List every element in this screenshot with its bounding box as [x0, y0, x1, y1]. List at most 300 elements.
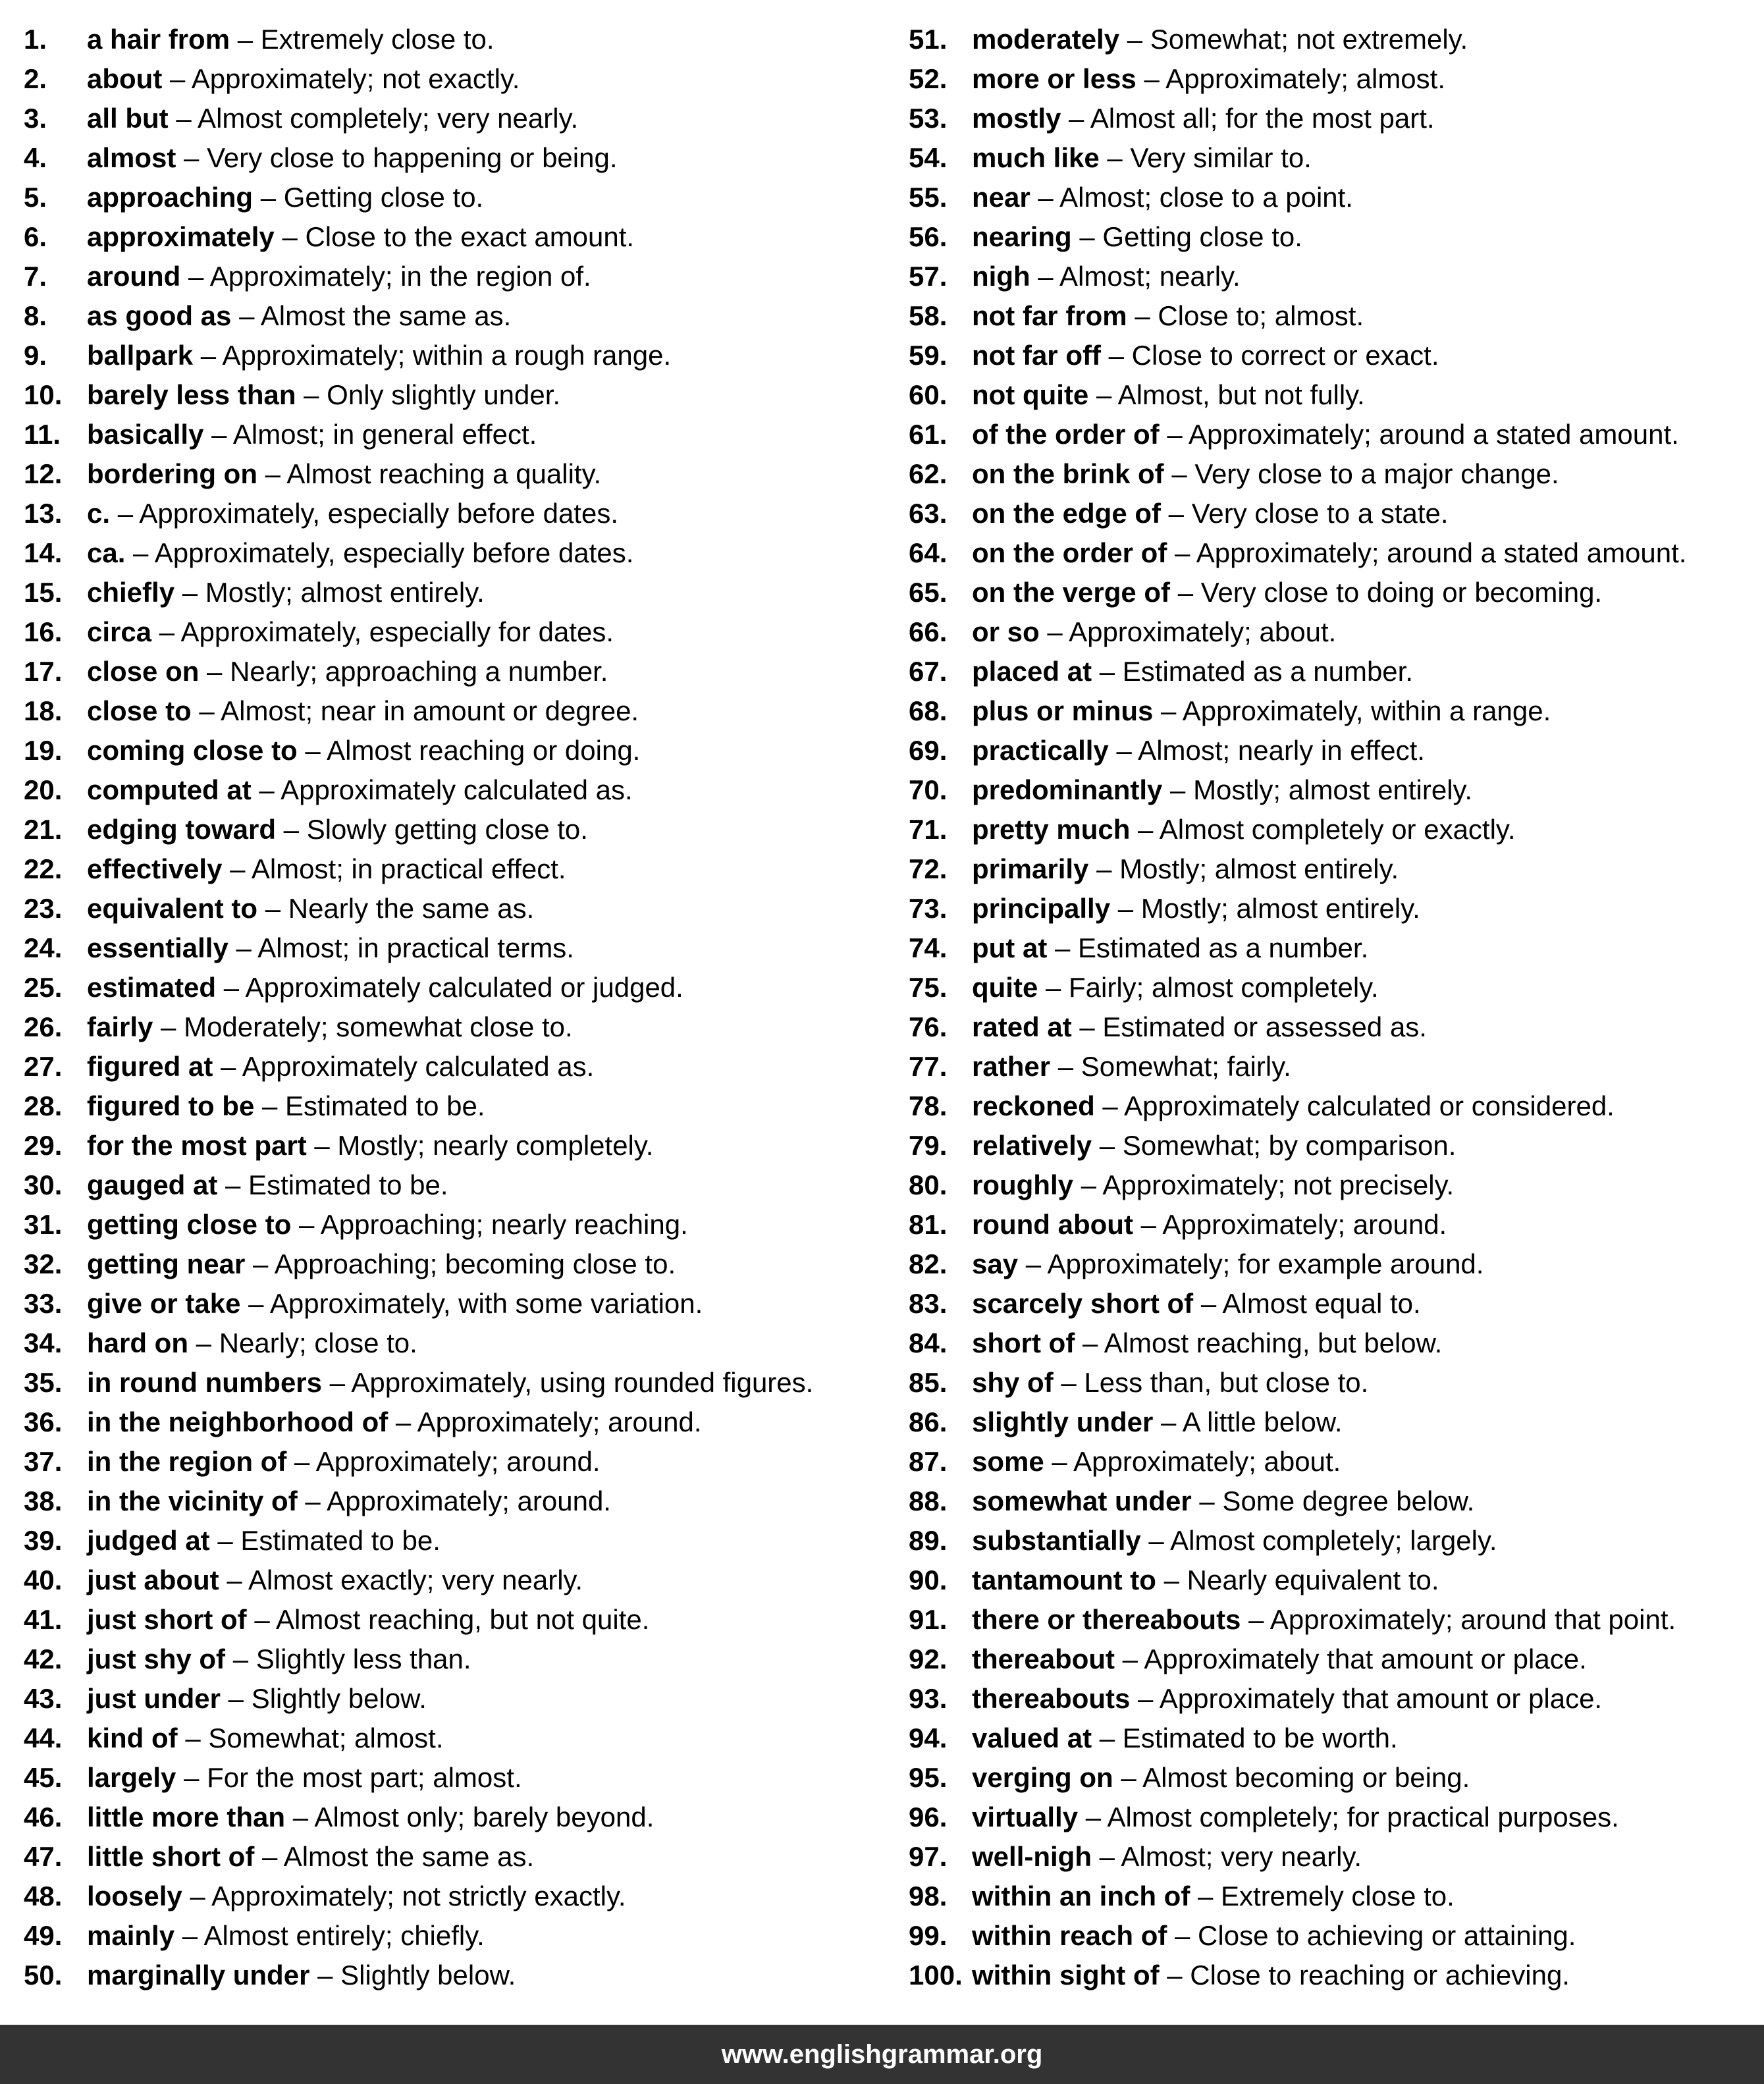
list-item: [909, 731, 1764, 770]
item-number: 56.: [909, 221, 948, 252]
item-number: 12.: [24, 458, 63, 489]
item-number: 37.: [24, 1446, 63, 1477]
item-definition: – Almost; in practical effect.: [222, 853, 566, 884]
item-term: equivalent to: [87, 893, 258, 924]
item-definition: – Slowly getting close to.: [276, 814, 588, 845]
item-definition: – Almost; very nearly.: [1092, 1841, 1362, 1872]
list-item: [24, 1758, 899, 1798]
item-definition: – Close to reaching or achieving.: [1159, 1960, 1570, 1990]
item-term: estimated: [87, 972, 217, 1003]
list-item: [24, 178, 899, 217]
list-item: [909, 1047, 1764, 1086]
item-number: 65.: [909, 577, 948, 608]
list-item: [909, 20, 1764, 59]
list-item: [24, 1244, 899, 1284]
item-number: 100.: [909, 1960, 963, 1990]
item-term: put at: [972, 932, 1048, 963]
item-term: on the order of: [972, 537, 1167, 568]
item-term: essentially: [87, 932, 228, 963]
item-term: within sight of: [972, 1960, 1160, 1990]
list-item: [24, 731, 899, 770]
item-number: 8.: [24, 300, 47, 331]
item-number: 71.: [909, 814, 948, 845]
list-item: [24, 889, 899, 928]
item-term: slightly under: [972, 1406, 1154, 1437]
item-term: a hair from: [87, 24, 230, 55]
item-number: 99.: [909, 1920, 948, 1951]
item-number: 45.: [24, 1762, 63, 1793]
item-definition: – Approximately; around.: [297, 1485, 611, 1516]
item-term: moderately: [972, 24, 1120, 55]
item-number: 23.: [24, 893, 63, 924]
item-definition: – Getting close to.: [1071, 221, 1302, 252]
list-item: [909, 454, 1764, 494]
item-definition: – Very close to doing or becoming.: [1170, 577, 1603, 608]
item-number: 81.: [909, 1209, 948, 1240]
item-term: well-nigh: [972, 1841, 1092, 1872]
item-number: 29.: [24, 1130, 63, 1161]
list-item: [24, 1798, 899, 1837]
item-definition: – Approximately, especially before dates.: [125, 537, 634, 568]
item-definition: – Almost reaching, but below.: [1075, 1327, 1443, 1358]
item-term: for the most part: [87, 1130, 307, 1161]
list-item: [24, 217, 899, 257]
item-definition: – Almost; in practical terms.: [228, 932, 574, 963]
item-term: figured at: [87, 1051, 213, 1082]
item-definition: – Mostly; almost entirely.: [1088, 853, 1399, 884]
list-item: [24, 968, 899, 1007]
item-term: somewhat under: [972, 1485, 1192, 1516]
item-definition: – Almost entirely; chiefly.: [174, 1920, 485, 1951]
list-item: [909, 1165, 1764, 1205]
item-number: 14.: [24, 537, 63, 568]
list-item: [24, 1165, 899, 1205]
item-number: 34.: [24, 1327, 63, 1358]
item-definition: – Less than, but close to.: [1053, 1367, 1369, 1398]
item-number: 39.: [24, 1525, 63, 1556]
item-number: 5.: [24, 182, 47, 213]
item-definition: – Nearly; approaching a number.: [199, 656, 608, 687]
list-item: [909, 533, 1764, 573]
item-number: 87.: [909, 1446, 948, 1477]
item-definition: – Approximately; about.: [1039, 616, 1337, 647]
item-definition: – Mostly; almost entirely.: [174, 577, 485, 608]
list-item: [909, 1877, 1764, 1916]
list-item: [24, 1205, 899, 1244]
item-term: plus or minus: [972, 695, 1154, 726]
item-number: 92.: [909, 1643, 948, 1674]
item-number: 62.: [909, 458, 948, 489]
item-number: 66.: [909, 616, 948, 647]
item-number: 2.: [24, 63, 47, 94]
item-term: in round numbers: [87, 1367, 322, 1398]
item-definition: – Approximately calculated or judged.: [216, 972, 683, 1003]
item-term: chiefly: [87, 577, 175, 608]
list-item: [24, 59, 899, 99]
item-definition: – A little below.: [1153, 1406, 1343, 1437]
item-number: 38.: [24, 1485, 63, 1516]
item-definition: – Almost equal to.: [1193, 1288, 1421, 1319]
item-term: hard on: [87, 1327, 188, 1358]
item-term: some: [972, 1446, 1044, 1477]
list-item: [24, 849, 899, 889]
item-number: 95.: [909, 1762, 948, 1793]
item-definition: – Getting close to.: [253, 182, 484, 213]
item-definition: – Moderately; somewhat close to.: [153, 1011, 573, 1042]
item-number: 60.: [909, 379, 948, 410]
item-definition: – Very close to happening or being.: [176, 142, 618, 173]
item-definition: – For the most part; almost.: [176, 1762, 522, 1793]
item-number: 61.: [909, 419, 948, 450]
list-item: [24, 296, 899, 336]
list-item: [24, 1679, 899, 1719]
item-definition: – Approximately calculated as.: [213, 1051, 595, 1082]
item-term: just short of: [87, 1604, 247, 1635]
list-item: [24, 99, 899, 138]
item-definition: – Nearly; close to.: [188, 1327, 417, 1358]
list-item: [909, 810, 1764, 849]
item-term: there or thereabouts: [972, 1604, 1241, 1635]
list-item: [909, 928, 1764, 968]
item-number: 51.: [909, 24, 948, 55]
item-number: 48.: [24, 1881, 63, 1911]
list-item: [909, 770, 1764, 810]
list-item: [909, 1086, 1764, 1126]
item-number: 94.: [909, 1723, 948, 1753]
item-definition: – Mostly; almost entirely.: [1110, 893, 1420, 924]
item-definition: – Estimated as a number.: [1092, 656, 1413, 687]
item-term: little more than: [87, 1802, 286, 1832]
item-term: about: [87, 63, 163, 94]
item-number: 31.: [24, 1209, 63, 1240]
item-term: give or take: [87, 1288, 241, 1319]
item-definition: – Extremely close to.: [230, 24, 494, 55]
item-number: 36.: [24, 1406, 63, 1437]
item-number: 33.: [24, 1288, 63, 1319]
item-definition: – Almost reaching or doing.: [297, 735, 641, 766]
item-term: getting close to: [87, 1209, 292, 1240]
list-item: [909, 1758, 1764, 1798]
item-term: more or less: [972, 63, 1136, 94]
item-definition: – Some degree below.: [1191, 1485, 1475, 1516]
list-item: [909, 1798, 1764, 1837]
item-term: virtually: [972, 1802, 1079, 1832]
item-number: 24.: [24, 932, 63, 963]
item-definition: – Estimated to be.: [217, 1169, 448, 1200]
item-term: getting near: [87, 1248, 246, 1279]
list-item: [24, 1284, 899, 1323]
item-definition: – Approximately, using rounded figures.: [322, 1367, 814, 1398]
item-number: 75.: [909, 972, 948, 1003]
item-term: nigh: [972, 261, 1030, 292]
item-number: 57.: [909, 261, 948, 292]
item-definition: – Approximately; around.: [388, 1406, 702, 1437]
item-term: in the neighborhood of: [87, 1406, 388, 1437]
item-number: 22.: [24, 853, 63, 884]
item-number: 77.: [909, 1051, 948, 1082]
item-definition: – Nearly the same as.: [257, 893, 535, 924]
list-item: [909, 573, 1764, 612]
item-term: marginally under: [87, 1960, 310, 1990]
item-term: within an inch of: [972, 1881, 1190, 1911]
item-number: 78.: [909, 1090, 948, 1121]
item-definition: – Approximately that amount or place.: [1130, 1683, 1603, 1714]
item-number: 27.: [24, 1051, 63, 1082]
item-definition: – Slightly below.: [309, 1960, 516, 1990]
item-definition: – Close to the exact amount.: [274, 221, 635, 252]
item-definition: – Approximately, especially for dates.: [151, 616, 614, 647]
item-number: 97.: [909, 1841, 948, 1872]
list-item: [909, 1284, 1764, 1323]
item-term: rated at: [972, 1011, 1072, 1042]
item-definition: – Estimated to be worth.: [1092, 1723, 1398, 1753]
item-term: in the vicinity of: [87, 1485, 298, 1516]
item-number: 15.: [24, 577, 63, 608]
item-term: roughly: [972, 1169, 1073, 1200]
item-term: effectively: [87, 853, 223, 884]
item-term: pretty much: [972, 814, 1131, 845]
list-item: [909, 217, 1764, 257]
left-column: [24, 20, 899, 1995]
item-definition: – Approaching; nearly reaching.: [291, 1209, 688, 1240]
list-item: [909, 1323, 1764, 1363]
item-number: 44.: [24, 1723, 63, 1753]
item-number: 47.: [24, 1841, 63, 1872]
item-term: scarcely short of: [972, 1288, 1194, 1319]
item-number: 59.: [909, 340, 948, 371]
item-number: 35.: [24, 1367, 63, 1398]
item-definition: – Close to achieving or attaining.: [1167, 1920, 1576, 1951]
item-term: near: [972, 182, 1030, 213]
list-item: [909, 1482, 1764, 1521]
item-term: just about: [87, 1564, 219, 1595]
item-number: 25.: [24, 972, 63, 1003]
item-definition: – Approximately; about.: [1044, 1446, 1341, 1477]
item-number: 3.: [24, 103, 47, 134]
list-item: [909, 1126, 1764, 1165]
item-definition: – Slightly less than.: [225, 1643, 471, 1674]
item-definition: – Estimated as a number.: [1047, 932, 1369, 963]
list-item: [24, 1561, 899, 1600]
item-term: not far off: [972, 340, 1101, 371]
item-definition: – Almost; in general effect.: [203, 419, 537, 450]
item-number: 72.: [909, 853, 948, 884]
item-term: short of: [972, 1327, 1075, 1358]
item-definition: – Estimated to be.: [209, 1525, 441, 1556]
item-term: not far from: [972, 300, 1127, 331]
list-item: [909, 1007, 1764, 1047]
item-number: 70.: [909, 774, 948, 805]
item-term: fairly: [87, 1011, 153, 1042]
item-term: practically: [972, 735, 1109, 766]
item-number: 82.: [909, 1248, 948, 1279]
item-number: 84.: [909, 1327, 948, 1358]
item-term: substantially: [972, 1525, 1141, 1556]
item-term: within reach of: [972, 1920, 1167, 1951]
list-item: [24, 1837, 899, 1877]
item-definition: – Approximately; around a stated amount.: [1167, 537, 1687, 568]
item-definition: – Almost; nearly in effect.: [1108, 735, 1425, 766]
list-item: [909, 1956, 1764, 1995]
list-item: [909, 849, 1764, 889]
item-definition: – Approximately; around a stated amount.: [1159, 419, 1679, 450]
item-definition: – Approximately, within a range.: [1153, 695, 1551, 726]
item-number: 91.: [909, 1604, 948, 1635]
item-number: 7.: [24, 261, 47, 292]
list-item: [909, 1837, 1764, 1877]
item-definition: – Extremely close to.: [1190, 1881, 1455, 1911]
item-number: 83.: [909, 1288, 948, 1319]
list-item: [24, 1126, 899, 1165]
item-definition: – Approaching; becoming close to.: [245, 1248, 676, 1279]
item-term: relatively: [972, 1130, 1092, 1161]
item-definition: – Estimated to be.: [254, 1090, 485, 1121]
list-item: [24, 20, 899, 59]
item-term: on the brink of: [972, 458, 1164, 489]
right-column: [909, 20, 1764, 1995]
item-term: thereabouts: [972, 1683, 1131, 1714]
item-definition: – Almost completely; very nearly.: [168, 103, 579, 134]
item-term: close to: [87, 695, 192, 726]
list-item: [24, 494, 899, 533]
item-number: 85.: [909, 1367, 948, 1398]
list-item: [24, 573, 899, 612]
item-number: 41.: [24, 1604, 63, 1635]
item-definition: – Somewhat; almost.: [177, 1723, 444, 1753]
item-term: edging toward: [87, 814, 276, 845]
item-number: 54.: [909, 142, 948, 173]
item-number: 67.: [909, 656, 948, 687]
item-definition: – Approximately; in the region of.: [180, 261, 591, 292]
item-definition: – Only slightly under.: [296, 379, 561, 410]
item-definition: – Somewhat; by comparison.: [1092, 1130, 1457, 1161]
list-item: [24, 1047, 899, 1086]
item-definition: – Approximately; around.: [286, 1446, 601, 1477]
item-number: 20.: [24, 774, 63, 805]
item-number: 30.: [24, 1169, 63, 1200]
item-term: principally: [972, 893, 1111, 924]
list-item: [24, 1403, 899, 1442]
item-definition: – Approximately calculated as.: [251, 774, 633, 805]
item-term: as good as: [87, 300, 232, 331]
list-item: [909, 99, 1764, 138]
list-item: [24, 1482, 899, 1521]
item-number: 9.: [24, 340, 47, 371]
list-item: [24, 375, 899, 415]
item-definition: – Approximately; not strictly exactly.: [182, 1881, 626, 1911]
item-number: 69.: [909, 735, 948, 766]
item-term: on the edge of: [972, 498, 1161, 529]
list-item: [909, 415, 1764, 454]
item-number: 42.: [24, 1643, 63, 1674]
item-definition: – Estimated or assessed as.: [1071, 1011, 1427, 1042]
item-term: largely: [87, 1762, 176, 1793]
list-item: [24, 612, 899, 652]
list-item: [909, 1442, 1764, 1482]
item-definition: – Close to correct or exact.: [1100, 340, 1439, 371]
list-item: [909, 1244, 1764, 1284]
item-term: figured to be: [87, 1090, 255, 1121]
list-item: [24, 1600, 899, 1640]
item-term: close on: [87, 656, 200, 687]
item-term: shy of: [972, 1367, 1054, 1398]
item-number: 18.: [24, 695, 63, 726]
list-item: [24, 652, 899, 691]
footer-url[interactable]: www.englishgrammar.org: [721, 2040, 1043, 2069]
list-item: [909, 889, 1764, 928]
item-number: 74.: [909, 932, 948, 963]
item-term: just under: [87, 1683, 221, 1714]
list-item: [909, 59, 1764, 99]
item-definition: – Almost; near in amount or degree.: [191, 695, 639, 726]
list-item: [909, 1205, 1764, 1244]
list-item: [909, 968, 1764, 1007]
item-term: not quite: [972, 379, 1089, 410]
item-term: much like: [972, 142, 1100, 173]
list-item: [24, 1086, 899, 1126]
list-item: [24, 1007, 899, 1047]
item-definition: – Approximately, especially before dates.: [110, 498, 619, 529]
item-definition: – Approximately; within a rough range.: [193, 340, 672, 371]
item-definition: – Slightly below.: [221, 1683, 427, 1714]
item-term: primarily: [972, 853, 1089, 884]
item-number: 11.: [24, 419, 61, 450]
item-definition: – Mostly; nearly completely.: [306, 1130, 654, 1161]
item-number: 17.: [24, 656, 63, 687]
list-item: [909, 1916, 1764, 1956]
list-item: [24, 1363, 899, 1403]
item-term: round about: [972, 1209, 1133, 1240]
item-number: 58.: [909, 300, 948, 331]
item-term: nearing: [972, 221, 1072, 252]
item-number: 98.: [909, 1881, 948, 1911]
item-term: coming close to: [87, 735, 298, 766]
footer-bar: [0, 2025, 1764, 2084]
item-number: 89.: [909, 1525, 948, 1556]
item-term: circa: [87, 616, 152, 647]
item-definition: – Approximately that amount or place.: [1115, 1643, 1587, 1674]
item-number: 21.: [24, 814, 63, 845]
list-item: [24, 810, 899, 849]
item-term: tantamount to: [972, 1564, 1156, 1595]
item-term: mainly: [87, 1920, 175, 1951]
list-item: [909, 612, 1764, 652]
list-item: [24, 770, 899, 810]
item-number: 63.: [909, 498, 948, 529]
item-term: verging on: [972, 1762, 1113, 1793]
item-definition: – Nearly equivalent to.: [1156, 1564, 1439, 1595]
list-item: [909, 1719, 1764, 1758]
item-definition: – Almost reaching a quality.: [257, 458, 602, 489]
item-number: 6.: [24, 221, 47, 252]
item-number: 90.: [909, 1564, 948, 1595]
item-term: or so: [972, 616, 1040, 647]
item-number: 52.: [909, 63, 948, 94]
list-item: [24, 691, 899, 731]
item-definition: – Approximately calculated or considered.: [1094, 1090, 1615, 1121]
item-term: basically: [87, 419, 204, 450]
item-number: 49.: [24, 1920, 63, 1951]
item-term: thereabout: [972, 1643, 1115, 1674]
item-term: say: [972, 1248, 1019, 1279]
item-term: around: [87, 261, 181, 292]
item-definition: – Almost becoming or being.: [1113, 1762, 1470, 1793]
item-term: loosely: [87, 1881, 182, 1911]
list-item: [909, 1561, 1764, 1600]
item-definition: – Approximately, with some variation.: [240, 1288, 703, 1319]
item-number: 73.: [909, 893, 948, 924]
item-definition: – Approximately; not exactly.: [162, 63, 520, 94]
